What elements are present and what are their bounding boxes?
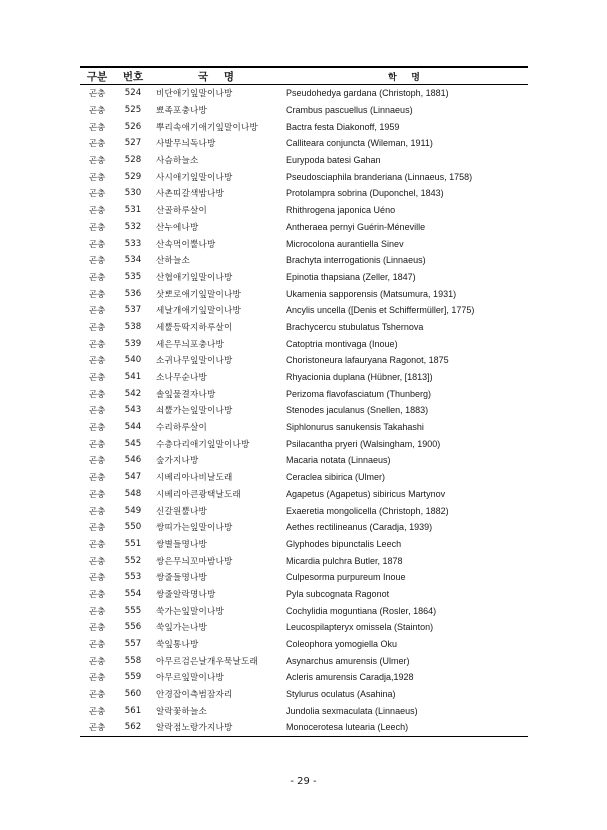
cell-korean-name: 사슴하늘소 bbox=[156, 156, 199, 167]
cell-scientific-name: Epinotia thapsiana (Zeller, 1847) bbox=[286, 271, 416, 282]
cell-korean-name: 소귀나무잎말이나방 bbox=[156, 356, 233, 367]
cell-scientific-name: Agapetus (Agapetus) sibiricus Martynov bbox=[286, 488, 446, 499]
cell-category: 곤충 bbox=[88, 506, 106, 517]
table-header bbox=[80, 67, 528, 85]
cell-number: 540 bbox=[124, 355, 142, 366]
table-row bbox=[80, 152, 528, 169]
table-row bbox=[80, 702, 528, 719]
cell-korean-name: 아무르잎말이나방 bbox=[156, 673, 225, 684]
cell-category: 곤충 bbox=[88, 89, 106, 100]
table-body bbox=[80, 85, 528, 737]
cell-korean-name: 쇠뿔가는잎말이나방 bbox=[156, 406, 233, 417]
cell-number: 536 bbox=[124, 288, 142, 299]
cell-scientific-name: Coleophora yomogiella Oku bbox=[286, 639, 398, 650]
cell-scientific-name: Perizoma flavofasciatum (Thunberg) bbox=[286, 388, 432, 399]
cell-korean-name: 신갈원뿔나방 bbox=[156, 506, 208, 517]
cell-category: 곤충 bbox=[88, 206, 106, 217]
cell-number: 562 bbox=[114, 719, 152, 736]
table-row bbox=[80, 652, 528, 669]
cell-scientific-name: Asynarchus amurensis (Ulmer) bbox=[286, 655, 410, 666]
cell-scientific-name: Macaria notata (Linnaeus) bbox=[286, 455, 391, 466]
cell-category: 곤충 bbox=[88, 339, 106, 350]
cell-number: 524 bbox=[124, 88, 142, 99]
cell-category: 곤충 bbox=[88, 589, 106, 600]
cell-scientific-name: Calliteara conjuncta (Wileman, 1911) bbox=[286, 138, 433, 149]
table-row bbox=[80, 369, 528, 386]
cell-korean-name: 사발무늬독나방 bbox=[156, 139, 216, 150]
table-row bbox=[80, 168, 528, 185]
cell-scientific-name: Bactra festa Diakonoff, 1959 bbox=[286, 121, 400, 132]
cell-number: 546 bbox=[124, 455, 142, 466]
cell-korean-name: 산속먹이뿔나방 bbox=[156, 239, 216, 250]
table-row bbox=[80, 519, 528, 536]
species-table bbox=[80, 66, 528, 737]
cell-korean-name: 쌍줄알락명나방 bbox=[156, 589, 216, 600]
cell-number: 534 bbox=[124, 255, 142, 266]
cell-number: 530 bbox=[124, 188, 142, 199]
cell-category: 곤충 bbox=[88, 573, 106, 584]
table-row bbox=[80, 586, 528, 603]
table-row bbox=[80, 469, 528, 486]
header-row bbox=[80, 67, 528, 85]
cell-scientific-name: Exaeretia mongolicella (Christoph, 1882) bbox=[286, 505, 449, 516]
cell-number: 555 bbox=[124, 605, 142, 616]
cell-korean-name: 숲가지나방 bbox=[156, 456, 199, 467]
cell-category: 곤충 bbox=[88, 306, 106, 317]
cell-scientific-name: Antheraea pernyi Guérin-Méneville bbox=[286, 221, 426, 232]
cell-scientific-name: Culpesorma purpureum Inoue bbox=[286, 572, 406, 583]
table-row bbox=[80, 135, 528, 152]
table-row bbox=[80, 686, 528, 703]
table-row bbox=[80, 319, 528, 336]
table-row bbox=[80, 85, 528, 102]
cell-number: 543 bbox=[124, 405, 142, 416]
cell-korean-name: 세뿔등딱지하루살이 bbox=[156, 322, 233, 333]
cell-category: 곤충 bbox=[88, 356, 106, 367]
table-row bbox=[80, 302, 528, 319]
cell-category: 곤충 bbox=[88, 439, 106, 450]
cell-scientific-name: Ukamenia sapporensis (Matsumura, 1931) bbox=[286, 288, 457, 299]
table-row bbox=[80, 486, 528, 503]
cell-category: 곤충 bbox=[88, 706, 106, 717]
table-row bbox=[80, 719, 528, 736]
cell-korean-name: 솔잎물결자나방 bbox=[156, 389, 216, 400]
cell-korean-name: 사시애기잎말이나방 bbox=[156, 172, 233, 183]
cell-scientific-name: Eurypoda batesi Gahan bbox=[286, 155, 381, 166]
cell-scientific-name: Aethes rectilineanus (Caradja, 1939) bbox=[286, 522, 433, 533]
table-row bbox=[80, 452, 528, 469]
cell-category: 곤충 bbox=[88, 106, 106, 117]
cell-korean-name: 아무르검은날개우묵날도래 bbox=[156, 656, 259, 667]
cell-scientific-name: Monocerotesa lutearia (Leech) bbox=[282, 719, 528, 736]
cell-category: 곤충 bbox=[88, 656, 106, 667]
cell-number: 529 bbox=[124, 171, 142, 182]
table-row bbox=[80, 252, 528, 269]
cell-korean-name: 뿌리속애기애기잎말이나방 bbox=[156, 122, 259, 133]
cell-number: 526 bbox=[124, 121, 142, 132]
cell-scientific-name: Stenodes jaculanus (Snellen, 1883) bbox=[286, 405, 429, 416]
cell-korean-name: 쑥잎통나방 bbox=[156, 640, 199, 651]
cell-number: 553 bbox=[124, 572, 142, 583]
cell-number: 554 bbox=[124, 588, 142, 599]
cell-category: 곤충 bbox=[88, 606, 106, 617]
cell-scientific-name: Brachycercu stubulatus Tshernova bbox=[286, 321, 424, 332]
cell-korean-name: 사촌띠갈색밤나방 bbox=[156, 189, 225, 200]
cell-category: 곤충 bbox=[88, 623, 106, 634]
cell-number: 528 bbox=[124, 155, 142, 166]
cell-category: 곤충 bbox=[88, 139, 106, 150]
header-korean-name: 국 명 bbox=[152, 67, 282, 85]
cell-scientific-name: Catoptria montivaga (Inoue) bbox=[286, 338, 398, 349]
cell-number: 550 bbox=[124, 522, 142, 533]
table-row bbox=[80, 602, 528, 619]
cell-number: 541 bbox=[124, 372, 142, 383]
cell-scientific-name: Rhyacionia duplana (Hübner, [1813]) bbox=[286, 372, 433, 383]
cell-korean-name: 산하늘소 bbox=[156, 256, 191, 267]
table-row bbox=[80, 385, 528, 402]
cell-category: 곤충 bbox=[80, 719, 114, 736]
cell-scientific-name: Cochylidia moguntiana (Rosler, 1864) bbox=[286, 605, 437, 616]
table-row bbox=[80, 118, 528, 135]
cell-category: 곤충 bbox=[88, 673, 106, 684]
cell-scientific-name: Ancylis uncella ([Denis et Schiffermüller], 1775) bbox=[286, 305, 475, 316]
cell-number: 556 bbox=[124, 622, 142, 633]
cell-scientific-name: Choristoneura lafauryana Ragonot, 1875 bbox=[286, 355, 449, 366]
cell-scientific-name: Ceraclea sibirica (Ulmer) bbox=[286, 472, 386, 483]
table-row bbox=[80, 352, 528, 369]
table-row bbox=[80, 536, 528, 553]
cell-korean-name: 쌍줄들명나방 bbox=[156, 573, 208, 584]
cell-category: 곤충 bbox=[88, 256, 106, 267]
cell-scientific-name: Glyphodes bipunctalis Leech bbox=[286, 538, 402, 549]
cell-korean-name: 시베리아큰광택날도래 bbox=[156, 489, 242, 500]
cell-korean-name: 쌍은무늬꼬마밤나방 bbox=[156, 556, 233, 567]
cell-korean-name: 쑥잎가는나방 bbox=[156, 623, 208, 634]
table-row bbox=[80, 185, 528, 202]
cell-scientific-name: Stylurus oculatus (Asahina) bbox=[286, 689, 396, 700]
table-row bbox=[80, 502, 528, 519]
table-row bbox=[80, 619, 528, 636]
cell-category: 곤충 bbox=[88, 189, 106, 200]
table-row bbox=[80, 552, 528, 569]
page-number: - 29 - bbox=[290, 776, 317, 787]
table-row bbox=[80, 269, 528, 286]
table-row bbox=[80, 285, 528, 302]
cell-number: 542 bbox=[124, 388, 142, 399]
cell-scientific-name: Siphlonurus sanukensis Takahashi bbox=[286, 422, 424, 433]
cell-number: 525 bbox=[124, 105, 142, 116]
cell-number: 533 bbox=[124, 238, 142, 249]
cell-category: 곤충 bbox=[88, 322, 106, 333]
cell-korean-name: 산골하루살이 bbox=[156, 206, 208, 217]
cell-number: 537 bbox=[124, 305, 142, 316]
cell-category: 곤충 bbox=[88, 690, 106, 701]
cell-scientific-name: Rhithrogena japonica Uéno bbox=[286, 205, 396, 216]
cell-korean-name: 안경잡이측범잠자리 bbox=[156, 690, 233, 701]
cell-category: 곤충 bbox=[88, 389, 106, 400]
cell-category: 곤충 bbox=[88, 523, 106, 534]
table-row bbox=[80, 435, 528, 452]
cell-korean-name: 수층다리애기잎말이나방 bbox=[156, 439, 250, 450]
cell-korean-name: 세날개애기잎말이나방 bbox=[156, 306, 242, 317]
cell-scientific-name: Microcolona aurantiella Sinev bbox=[286, 238, 404, 249]
cell-number: 559 bbox=[124, 672, 142, 683]
cell-number: 558 bbox=[124, 655, 142, 666]
cell-korean-name: 뾰족포충나방 bbox=[156, 106, 208, 117]
cell-number: 560 bbox=[124, 689, 142, 700]
cell-korean-name: 알락꽃하늘소 bbox=[156, 706, 208, 717]
cell-korean-name: 산누에나방 bbox=[156, 222, 199, 233]
cell-category: 곤충 bbox=[88, 556, 106, 567]
cell-scientific-name: Micardia pulchra Butler, 1878 bbox=[286, 555, 403, 566]
cell-korean-name: 산협애기잎말이나방 bbox=[156, 272, 233, 283]
cell-number: 557 bbox=[124, 639, 142, 650]
cell-category: 곤충 bbox=[88, 473, 106, 484]
cell-scientific-name: Brachyta interrogationis (Linnaeus) bbox=[286, 255, 426, 266]
cell-category: 곤충 bbox=[88, 489, 106, 500]
cell-number: 545 bbox=[124, 438, 142, 449]
table-row bbox=[80, 202, 528, 219]
cell-number: 549 bbox=[124, 505, 142, 516]
cell-category: 곤충 bbox=[88, 423, 106, 434]
cell-korean-name: 삿뽀로애기잎말이나방 bbox=[156, 289, 242, 300]
cell-number: 527 bbox=[124, 138, 142, 149]
cell-korean-name: 소나무순나방 bbox=[156, 373, 208, 384]
cell-number: 544 bbox=[124, 422, 142, 433]
cell-category: 곤충 bbox=[88, 289, 106, 300]
table-row bbox=[80, 335, 528, 352]
cell-korean-name: 쌍별들명나방 bbox=[156, 539, 208, 550]
cell-category: 곤충 bbox=[88, 406, 106, 417]
cell-number: 561 bbox=[124, 705, 142, 716]
cell-korean-name: 쑥가는잎말이나방 bbox=[156, 606, 225, 617]
cell-category: 곤충 bbox=[88, 239, 106, 250]
cell-scientific-name: Acleris amurensis Caradja,1928 bbox=[286, 672, 414, 683]
table-row bbox=[80, 419, 528, 436]
table-row bbox=[80, 219, 528, 236]
cell-category: 곤충 bbox=[88, 272, 106, 283]
cell-number: 532 bbox=[124, 221, 142, 232]
cell-category: 곤충 bbox=[88, 640, 106, 651]
header-number: 번호 bbox=[114, 67, 152, 85]
cell-korean-name: 쌍띠가는잎말이나방 bbox=[156, 523, 233, 534]
cell-number: 535 bbox=[124, 271, 142, 282]
table-row bbox=[80, 235, 528, 252]
table-row bbox=[80, 569, 528, 586]
cell-category: 곤충 bbox=[88, 456, 106, 467]
cell-korean-name: 시베리아나비날도래 bbox=[156, 473, 233, 484]
cell-category: 곤충 bbox=[88, 222, 106, 233]
cell-category: 곤충 bbox=[88, 156, 106, 167]
header-scientific-name: 학 명 bbox=[282, 67, 528, 85]
cell-number: 548 bbox=[124, 488, 142, 499]
cell-scientific-name: Psilacantha pryeri (Walsingham, 1900) bbox=[286, 438, 441, 449]
cell-korean-name: 비단애기잎말이나방 bbox=[156, 89, 233, 100]
table-row bbox=[80, 636, 528, 653]
table-row bbox=[80, 402, 528, 419]
cell-number: 551 bbox=[124, 538, 142, 549]
header-category: 구분 bbox=[80, 67, 114, 85]
cell-category: 곤충 bbox=[88, 373, 106, 384]
cell-scientific-name: Protolampra sobrina (Duponchel, 1843) bbox=[286, 188, 444, 199]
cell-scientific-name: Pseudosciaphila branderiana (Linnaeus, 1758) bbox=[286, 171, 473, 182]
cell-scientific-name: Leucospilapteryx omissela (Stainton) bbox=[286, 622, 434, 633]
cell-number: 547 bbox=[124, 472, 142, 483]
table-row bbox=[80, 102, 528, 119]
cell-korean-name: 세은무늬포충나방 bbox=[156, 339, 225, 350]
cell-category: 곤충 bbox=[88, 539, 106, 550]
cell-number: 552 bbox=[124, 555, 142, 566]
cell-korean-name: 알락점노랑가지나방 bbox=[152, 719, 282, 736]
table-row bbox=[80, 669, 528, 686]
cell-korean-name: 수리하루살이 bbox=[156, 423, 208, 434]
cell-scientific-name: Pseudohedya gardana (Christoph, 1881) bbox=[286, 88, 449, 99]
cell-category: 곤충 bbox=[88, 172, 106, 183]
cell-scientific-name: Crambus pascuellus (Linnaeus) bbox=[286, 105, 413, 116]
cell-number: 538 bbox=[124, 321, 142, 332]
cell-number: 531 bbox=[124, 205, 142, 216]
cell-scientific-name: Jundolia sexmaculata (Linnaeus) bbox=[286, 705, 418, 716]
cell-scientific-name: Pyla subcognata Ragonot bbox=[286, 588, 390, 599]
cell-category: 곤충 bbox=[88, 122, 106, 133]
cell-number: 539 bbox=[124, 338, 142, 349]
